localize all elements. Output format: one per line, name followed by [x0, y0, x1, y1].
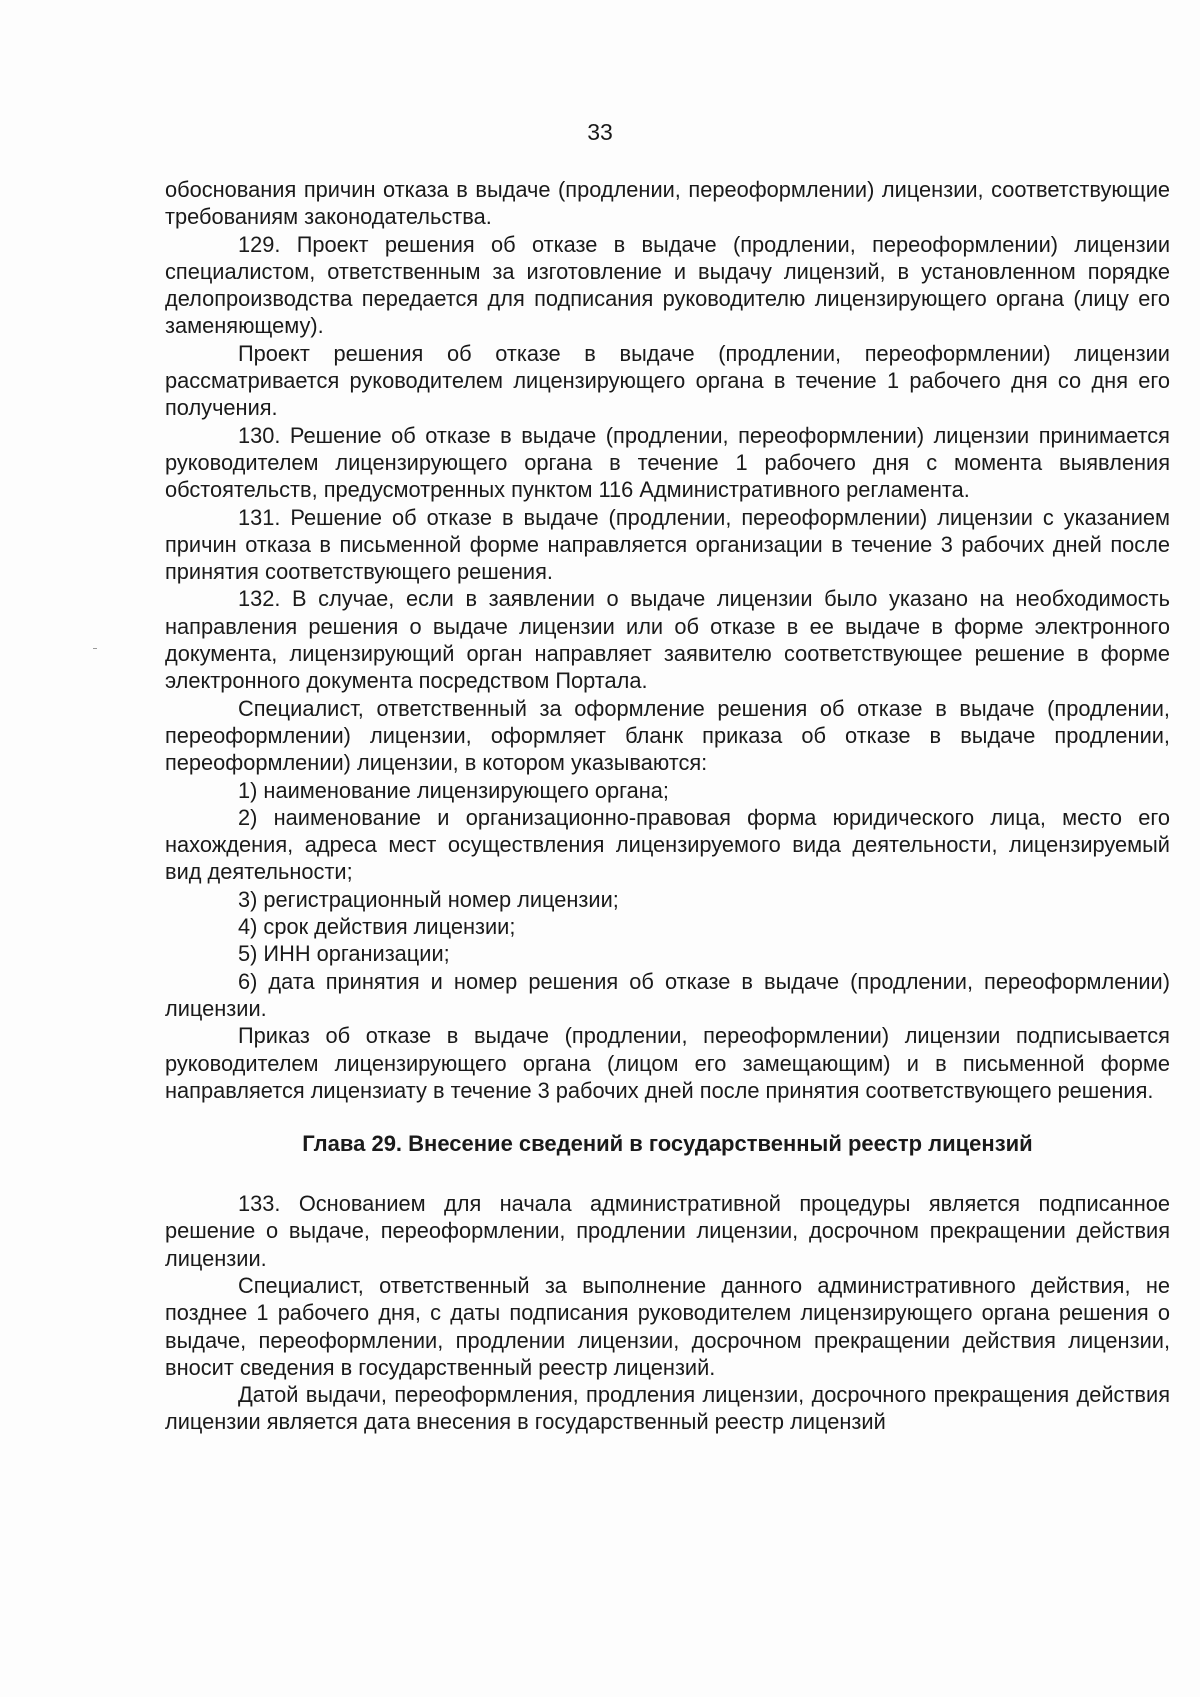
margin-mark	[93, 648, 97, 649]
paragraph: Датой выдачи, переоформления, продления лицензии, досрочного прекращения действия лицензии является дата внесения в государственный реестр лицензий	[165, 1382, 1170, 1435]
list-item: 6) дата принятия и номер решения об отказе в выдаче (продлении, переоформлении) лицензии.	[165, 968, 1170, 1021]
paragraph: Проект решения об отказе в выдаче (продлении, переоформлении) лицензии рассматривается руководителем лицензирующего органа в течение 1 рабочего дня со дня его получения.	[165, 340, 1170, 421]
paragraph-131: 131. Решение об отказе в выдаче (продлении, переоформлении) лицензии с указанием причин отказа в письменной форме направляется организации в течение 3 рабочих дней после принятия соответствующего решения.	[165, 504, 1170, 585]
paragraph-130: 130. Решение об отказе в выдаче (продлении, переоформлении) лицензии принимается руководителем лицензирующего органа в течение 1 рабочего дня с момента выявления обстоятельств, предусмотренных пунктом 116 Административного регламента.	[165, 422, 1170, 503]
chapter-heading: Глава 29. Внесение сведений в государственный реестр лицензий	[302, 1131, 1033, 1157]
paragraph-133: 133. Основанием для начала административной процедуры является подписанное решение о выдаче, переоформлении, продлении лицензии, досрочном прекращении действия лицензии.	[165, 1191, 1170, 1271]
paragraph-129: 129. Проект решения об отказе в выдаче (продлении, переоформлении) лицензии специалистом, ответственным за изготовление и выдачу лицензий, в установленном порядке делопроизводства передается для подписания руководителю лицензирующего органа (лицу его заменяющему).	[165, 231, 1170, 339]
paragraph: Специалист, ответственный за оформление решения об отказе в выдаче (продлении, переоформлении) лицензии, оформляет бланк приказа об отказе в выдаче продлении, переоформлении) лицензии, в котором указываются:	[165, 695, 1170, 776]
paragraph: обоснования причин отказа в выдаче (продлении, переоформлении) лицензии, соответствующие требованиям законодательства.	[165, 177, 1170, 230]
page-number: 33	[587, 119, 613, 145]
list-item: 4) срок действия лицензии;	[238, 914, 516, 940]
list-item: 3) регистрационный номер лицензии;	[238, 886, 619, 912]
document-body	[165, 176, 1170, 1436]
list-item: 5) ИНН организации;	[238, 941, 450, 967]
paragraph-132: 132. В случае, если в заявлении о выдаче лицензии было указано на необходимость направления решения о выдаче лицензии или об отказе в ее выдаче в форме электронного документа, лицензирующий орган направляет заявителю соответствующее решение в форме электронного документа посредством Портала.	[165, 586, 1170, 694]
paragraph: Специалист, ответственный за выполнение данного административного действия, не позднее 1 рабочего дня, с даты подписания руководителем лицензирующего органа решения о выдаче, переоформлении, продлении лицензии, досрочном прекращении действия лицензии, вносит сведения в государственный реестр лицензий.	[165, 1272, 1170, 1380]
paragraph: Приказ об отказе в выдаче (продлении, переоформлении) лицензии подписывается руководителем лицензирующего органа (лицом его замещающим) и в письменной форме направляется лицензиату в течение 3 рабочих дней после принятия соответствующего решения.	[165, 1023, 1170, 1103]
list-item: 2) наименование и организационно-правовая форма юридического лица, место его нахождения, адреса мест осуществления лицензируемого вида деятельности, лицензируемый вид деятельности;	[165, 804, 1170, 885]
list-item: 1) наименование лицензирующего органа;	[238, 777, 669, 803]
